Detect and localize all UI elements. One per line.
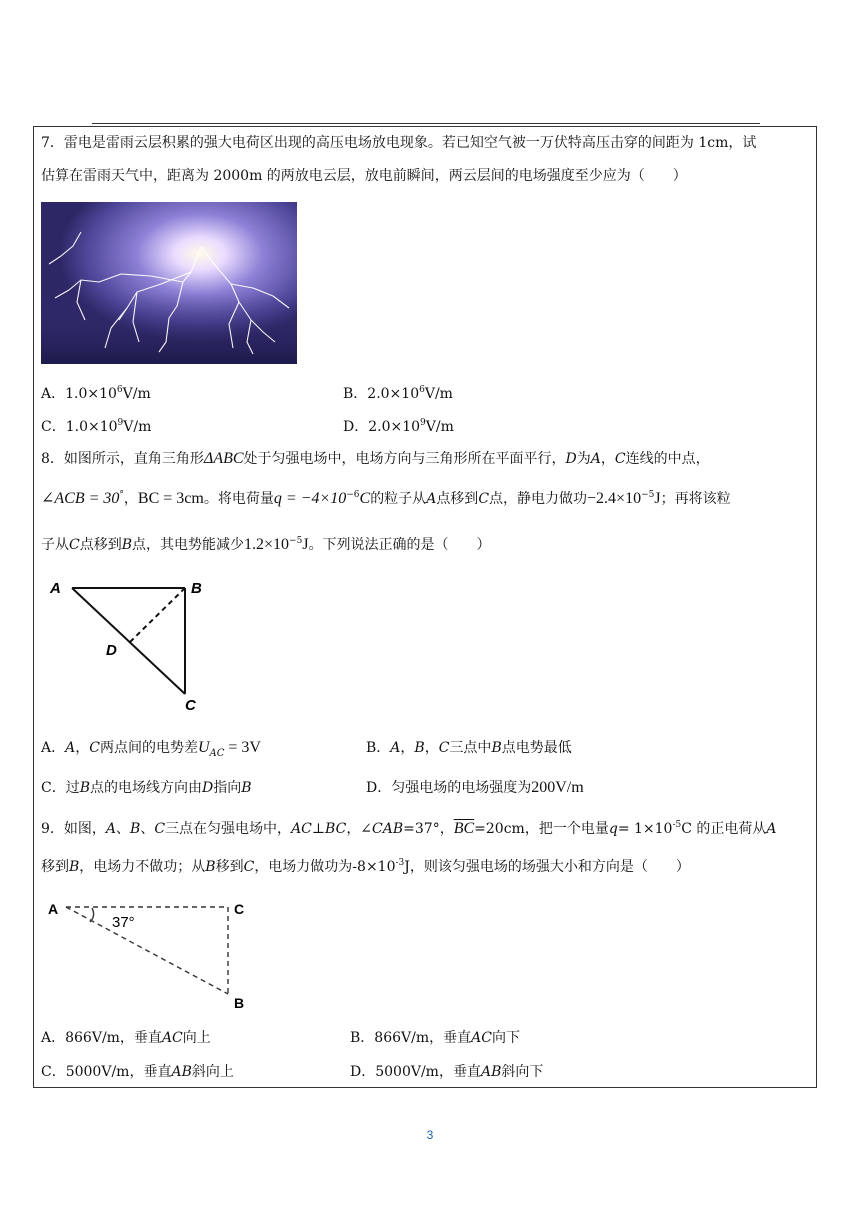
q7-c-exp: 9: [117, 418, 124, 428]
q8-b-sep1: ，: [400, 740, 415, 756]
q8-l3-text: 子从: [41, 537, 69, 553]
q8-b-C: C: [438, 740, 450, 756]
q8-a-sep: ，: [75, 740, 90, 756]
q9-fig-angle-label: 37°: [112, 914, 135, 931]
q8-b-label: B．: [366, 740, 391, 756]
q9-option-a[interactable]: [41, 1028, 211, 1048]
q9-work-exp: -3: [395, 858, 405, 868]
q7-d-exp: 9: [420, 418, 426, 428]
q8-fig-label-a: A: [50, 580, 61, 597]
q9-fig-label-c: C: [234, 901, 245, 917]
q8-energy-exp: −5: [289, 536, 303, 546]
q8-option-b[interactable]: [366, 738, 572, 758]
q7-c-unit: V/m: [123, 419, 152, 435]
q7-option-a[interactable]: [41, 384, 151, 404]
q8-c-B2: B: [241, 780, 252, 796]
q8-l2-sep: ，: [123, 491, 138, 507]
q7-c-base: C．1.0×10: [41, 419, 118, 435]
q9-triangle-figure: [44, 894, 258, 1014]
q8-l1-text3: 为: [576, 451, 591, 467]
q8-b-B2: B: [491, 740, 502, 756]
q8-work-exp: −5: [641, 490, 655, 500]
q9-charge-exp: -5: [672, 820, 682, 830]
q7-d-base: D．2.0×10: [343, 419, 421, 435]
q9-l2-C: C: [243, 859, 255, 875]
q7-d-unit: V/m: [425, 419, 454, 435]
q8-charge-exp: −6: [346, 490, 360, 500]
q8-b-B: B: [414, 740, 425, 756]
q8-l3-text4: 。下列说法正确的是（ ）: [308, 537, 491, 553]
q9-l1-B: B: [130, 821, 141, 837]
q8-l2-C: C: [478, 491, 490, 507]
q8-d-value: 200V/m: [531, 779, 584, 796]
q8-l3-B: B: [121, 537, 133, 553]
q8-l3-text3: 点，其电势能减少: [132, 537, 245, 553]
q8-a-sub: AC: [209, 748, 225, 759]
q7-a-exp: 6: [116, 385, 123, 395]
q9-fig-label-b: B: [234, 995, 245, 1011]
q9-l1-sep2: 、: [140, 821, 155, 837]
q8-energy-unit: J: [302, 536, 309, 553]
q8-bc-length: BC = 3cm: [137, 490, 204, 507]
q7-a-base: A．1.0×10: [41, 386, 117, 402]
q7-stem-line1: 7．雷电是雷雨云层积累的强大电荷区出现的高压电场放电现象。若已知空气被一万伏特高压击穿的间距为 1cm，试: [41, 135, 757, 151]
q7-b-base: B．2.0×10: [343, 386, 420, 402]
q8-option-a[interactable]: [41, 738, 261, 758]
q9-option-b[interactable]: [350, 1028, 520, 1048]
q8-fig-label-d: D: [106, 642, 117, 659]
q8-fig-label-c: C: [185, 697, 196, 714]
q8-degree: °: [119, 490, 124, 500]
page-number: 3: [426, 1128, 434, 1142]
q8-option-c[interactable]: [41, 778, 252, 798]
q8-charge: q = −4×10: [273, 490, 347, 507]
q8-a-A: A: [65, 740, 76, 756]
q9-c-dir: 斜向上: [191, 1064, 234, 1080]
q8-l1-text: 8．如图所示，直角三角形: [41, 451, 204, 467]
q8-work-unit: J: [654, 490, 661, 507]
q8-a-text: 两点间的电势差: [99, 740, 198, 756]
q8-l2-text: 。将电荷量: [203, 491, 274, 507]
q8-l2-text4: 点，静电力做功: [489, 491, 588, 507]
q7-b-exp: 6: [419, 385, 425, 395]
q9-l1-text4: =37°，: [403, 821, 454, 837]
q9-l1-text5: =20cm，把一个电量: [474, 821, 609, 837]
q9-l1-text6: = 1×10: [617, 821, 673, 837]
header-rule: [92, 123, 760, 124]
q9-d-ab: AB: [480, 1064, 502, 1080]
q8-l1-A: A: [590, 451, 601, 467]
q8-stem-line3: [41, 535, 491, 555]
q9-l2-text4: ，电场力做功为-8×10: [254, 859, 396, 875]
q9-l2-text3: 移到: [215, 859, 244, 875]
q8-l1-sep: ，: [600, 451, 615, 467]
q9-b-ac: AC: [471, 1030, 492, 1046]
q8-c-label: C．过: [41, 780, 80, 796]
q8-d-label: D．匀强电场的电场强度为: [366, 780, 532, 796]
q9-b-text: B．866V/m，垂直: [350, 1030, 472, 1046]
q8-l2-text3: 点移到: [436, 491, 479, 507]
q9-a-ac: AC: [161, 1030, 183, 1046]
q7-stem-line2: 估算在雷雨天气中，距离为 2000m 的两放电云层，放电前瞬间，两云层间的电场强度至少应为（ ）: [41, 168, 687, 184]
q8-stem-line1: [41, 449, 710, 469]
q8-fig-label-b: B: [191, 580, 202, 597]
q9-c-text: C．5000V/m，垂直: [41, 1064, 172, 1080]
q9-stem-line1: [41, 819, 777, 839]
q9-angle-cab: CAB: [372, 821, 404, 837]
q9-perp: AC⊥BC: [291, 821, 347, 837]
q8-l1-text4: 连线的中点，: [625, 451, 710, 467]
q8-a-value: = 3V: [224, 739, 261, 756]
q8-triangle-symbol: ΔABC: [203, 450, 244, 467]
q9-option-d[interactable]: [350, 1062, 543, 1082]
q9-c-ab: AB: [171, 1064, 192, 1080]
q8-l3-C: C: [69, 537, 80, 553]
q8-l2-text5: ；再将该粒: [660, 491, 731, 507]
q9-l2-B2: B: [205, 859, 216, 875]
q8-work: −2.4×10: [587, 490, 642, 507]
q9-l1-text: 9．如图，: [41, 821, 106, 837]
q9-l2-text2: ，电场力不做功；从: [79, 859, 206, 875]
q8-triangle-figure: [44, 576, 224, 714]
q9-l2-text5: J，则该匀强电场的场强大小和方向是（ ）: [404, 859, 690, 875]
q9-l1-C: C: [154, 821, 166, 837]
q8-l2-A: A: [426, 491, 437, 507]
q8-l2-text2: 的粒子从: [370, 491, 427, 507]
q7-option-b[interactable]: [343, 384, 453, 404]
q9-a-dir: 向上: [182, 1030, 211, 1046]
q7-option-c[interactable]: [41, 417, 151, 437]
q9-q: q: [608, 821, 618, 837]
q8-energy: 1.2×10: [244, 536, 290, 553]
q8-charge-unit: C: [359, 490, 371, 507]
q8-a-U: U: [197, 739, 210, 756]
q9-b-dir: 向下: [491, 1030, 520, 1046]
q9-bc-segment: $\overline{BC}$: [453, 820, 475, 837]
q9-l1-text7: C 的正电荷从: [681, 821, 767, 837]
q9-l1-sep1: 、: [116, 821, 131, 837]
q8-l3-text2: 点移到: [79, 537, 122, 553]
lightning-photo: [41, 202, 297, 364]
q9-stem-line2: [41, 857, 690, 877]
q8-b-text2: 点电势最低: [501, 740, 572, 756]
q8-l1-text2: 处于匀强电场中，电场方向与三角形所在平面平行，: [243, 451, 566, 467]
q9-l1-A2: A: [766, 821, 777, 837]
q8-b-text: 三点中: [449, 740, 492, 756]
q9-l1-text3: ，∠: [346, 821, 373, 837]
q9-d-text: D．5000V/m，垂直: [350, 1064, 481, 1080]
q7-b-unit: V/m: [424, 386, 453, 402]
q8-angle-acb: ∠ACB = 30: [41, 490, 120, 507]
q8-c-text2: 指向: [213, 780, 242, 796]
q9-l1-A: A: [105, 821, 117, 837]
q8-c-B: B: [79, 780, 91, 796]
q7-a-unit: V/m: [122, 386, 151, 402]
q8-b-sep2: ，: [424, 740, 439, 756]
q9-d-dir: 斜向下: [501, 1064, 544, 1080]
q9-l1-text2: 三点在匀强电场中，: [165, 821, 292, 837]
q8-a-label: A．: [41, 740, 66, 756]
q8-c-text: 点的电场线方向由: [90, 780, 203, 796]
q9-a-text: A．866V/m，垂直: [41, 1030, 162, 1046]
q8-a-C: C: [89, 740, 100, 756]
q8-stem-line2: [41, 489, 731, 509]
q9-fig-label-a: A: [48, 901, 59, 917]
q9-l2-B: B: [69, 859, 80, 875]
q9-option-c[interactable]: [41, 1062, 234, 1082]
q8-b-A: A: [390, 740, 401, 756]
q9-l2-text: 移到: [41, 859, 69, 875]
q8-c-D: D: [202, 780, 214, 796]
q7-option-d[interactable]: [343, 417, 454, 437]
q8-l1-D: D: [565, 451, 577, 467]
q8-l1-C: C: [614, 451, 626, 467]
q8-option-d[interactable]: [366, 778, 584, 798]
